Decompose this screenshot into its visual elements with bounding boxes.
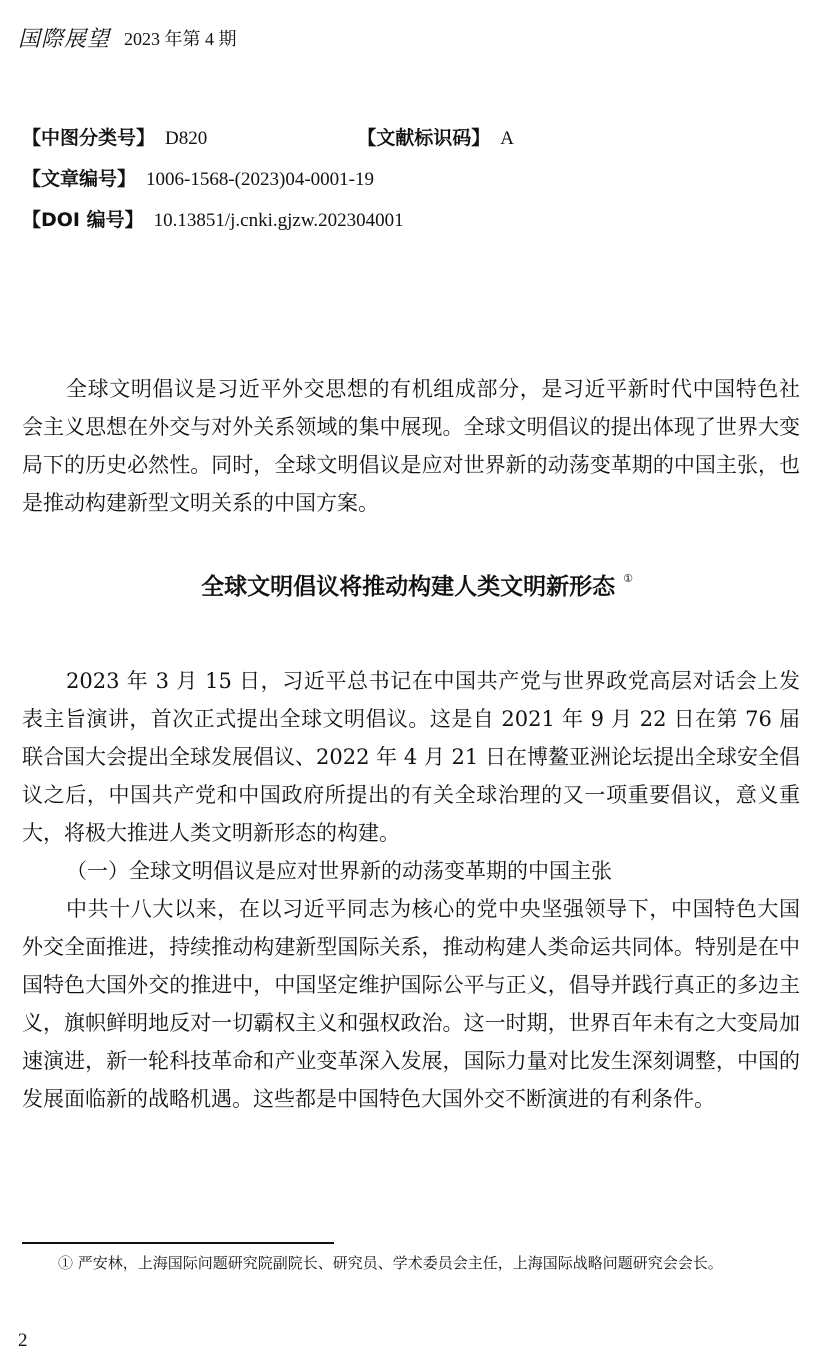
doc-code-label: 【文献标识码】 (357, 127, 491, 149)
page-header (18, 22, 237, 53)
footnote-divider (22, 1242, 334, 1244)
doi-label: 【DOI 编号】 (22, 209, 144, 231)
meta-row-doi (22, 200, 802, 241)
article-title-text: 全球文明倡议将推动构建人类文明新形态 (201, 574, 616, 600)
article-number-label: 【文章编号】 (22, 168, 137, 190)
clc-label: 【中图分类号】 (22, 127, 156, 149)
issue-label: 2023 年第 4 期 (124, 28, 237, 49)
doc-code-value: A (500, 128, 514, 149)
journal-logo: 国際展望 (18, 27, 111, 52)
article-body (22, 662, 800, 1118)
clc-value: D820 (165, 128, 208, 149)
footnote-text: ① 严安林，上海国际问题研究院副院长、研究员、学术委员会主任，上海国际战略问题研究会会长。 (58, 1254, 723, 1272)
meta-row-article-number (22, 159, 802, 200)
body-paragraph: 中共十八大以来，在以习近平同志为核心的党中央坚强领导下，中国特色大国外交全面推进，持续推动构建新型国际关系，推动构建人类命运共同体。特别是在中国特色大国外交的推进中，中国坚定维护国际公平与正义，倡导并践行真正的多边主义，旗帜鲜明地反对一切霸权主义和强权政治。这一时期，世界百年未有之大变局加速演进，新一轮科技革命和产业变革深入发展，国际力量对比发生深刻调整，中国的发展面临新的战略机遇。这些都是中国特色大国外交不断演进的有利条件。 (22, 897, 800, 1111)
doi-value[interactable]: 10.13851/j.cnki.gjzw.202304001 (153, 210, 404, 231)
body-paragraph: 2023 年 3 月 15 日，习近平总书记在中国共产党与世界政党高层对话会上发表主旨演讲，首次正式提出全球文明倡议。这是自 2021 年 9 月 22 日在第 76 届联合国大会提出全球发展倡议、2022 年 4 月 21 日在博鳌亚洲论坛提出全球安全倡议之后，中国共产党和中国政府所提出的有关全球治理的又一项重要倡议，意义重大，将极大推进人类文明新形态的构建。 (22, 669, 800, 845)
article-title (0, 568, 834, 601)
meta-row-classification (22, 118, 802, 159)
article-metadata (22, 118, 802, 241)
section-heading: （一）全球文明倡议是应对世界新的动荡变革期的中国主张 (66, 859, 612, 883)
footnote-marker[interactable]: ① (623, 572, 633, 585)
abstract-paragraph: 全球文明倡议是习近平外交思想的有机组成部分，是习近平新时代中国特色社会主义思想在外交与对外关系领域的集中展现。全球文明倡议的提出体现了世界大变局下的历史必然性。同时，全球文明倡议是应对世界新的动荡变革期的中国主张，也是推动构建新型文明关系的中国方案。 (22, 377, 800, 515)
page-number: 2 (18, 1330, 28, 1351)
article-number-value: 1006-1568-(2023)04-0001-19 (146, 169, 374, 190)
